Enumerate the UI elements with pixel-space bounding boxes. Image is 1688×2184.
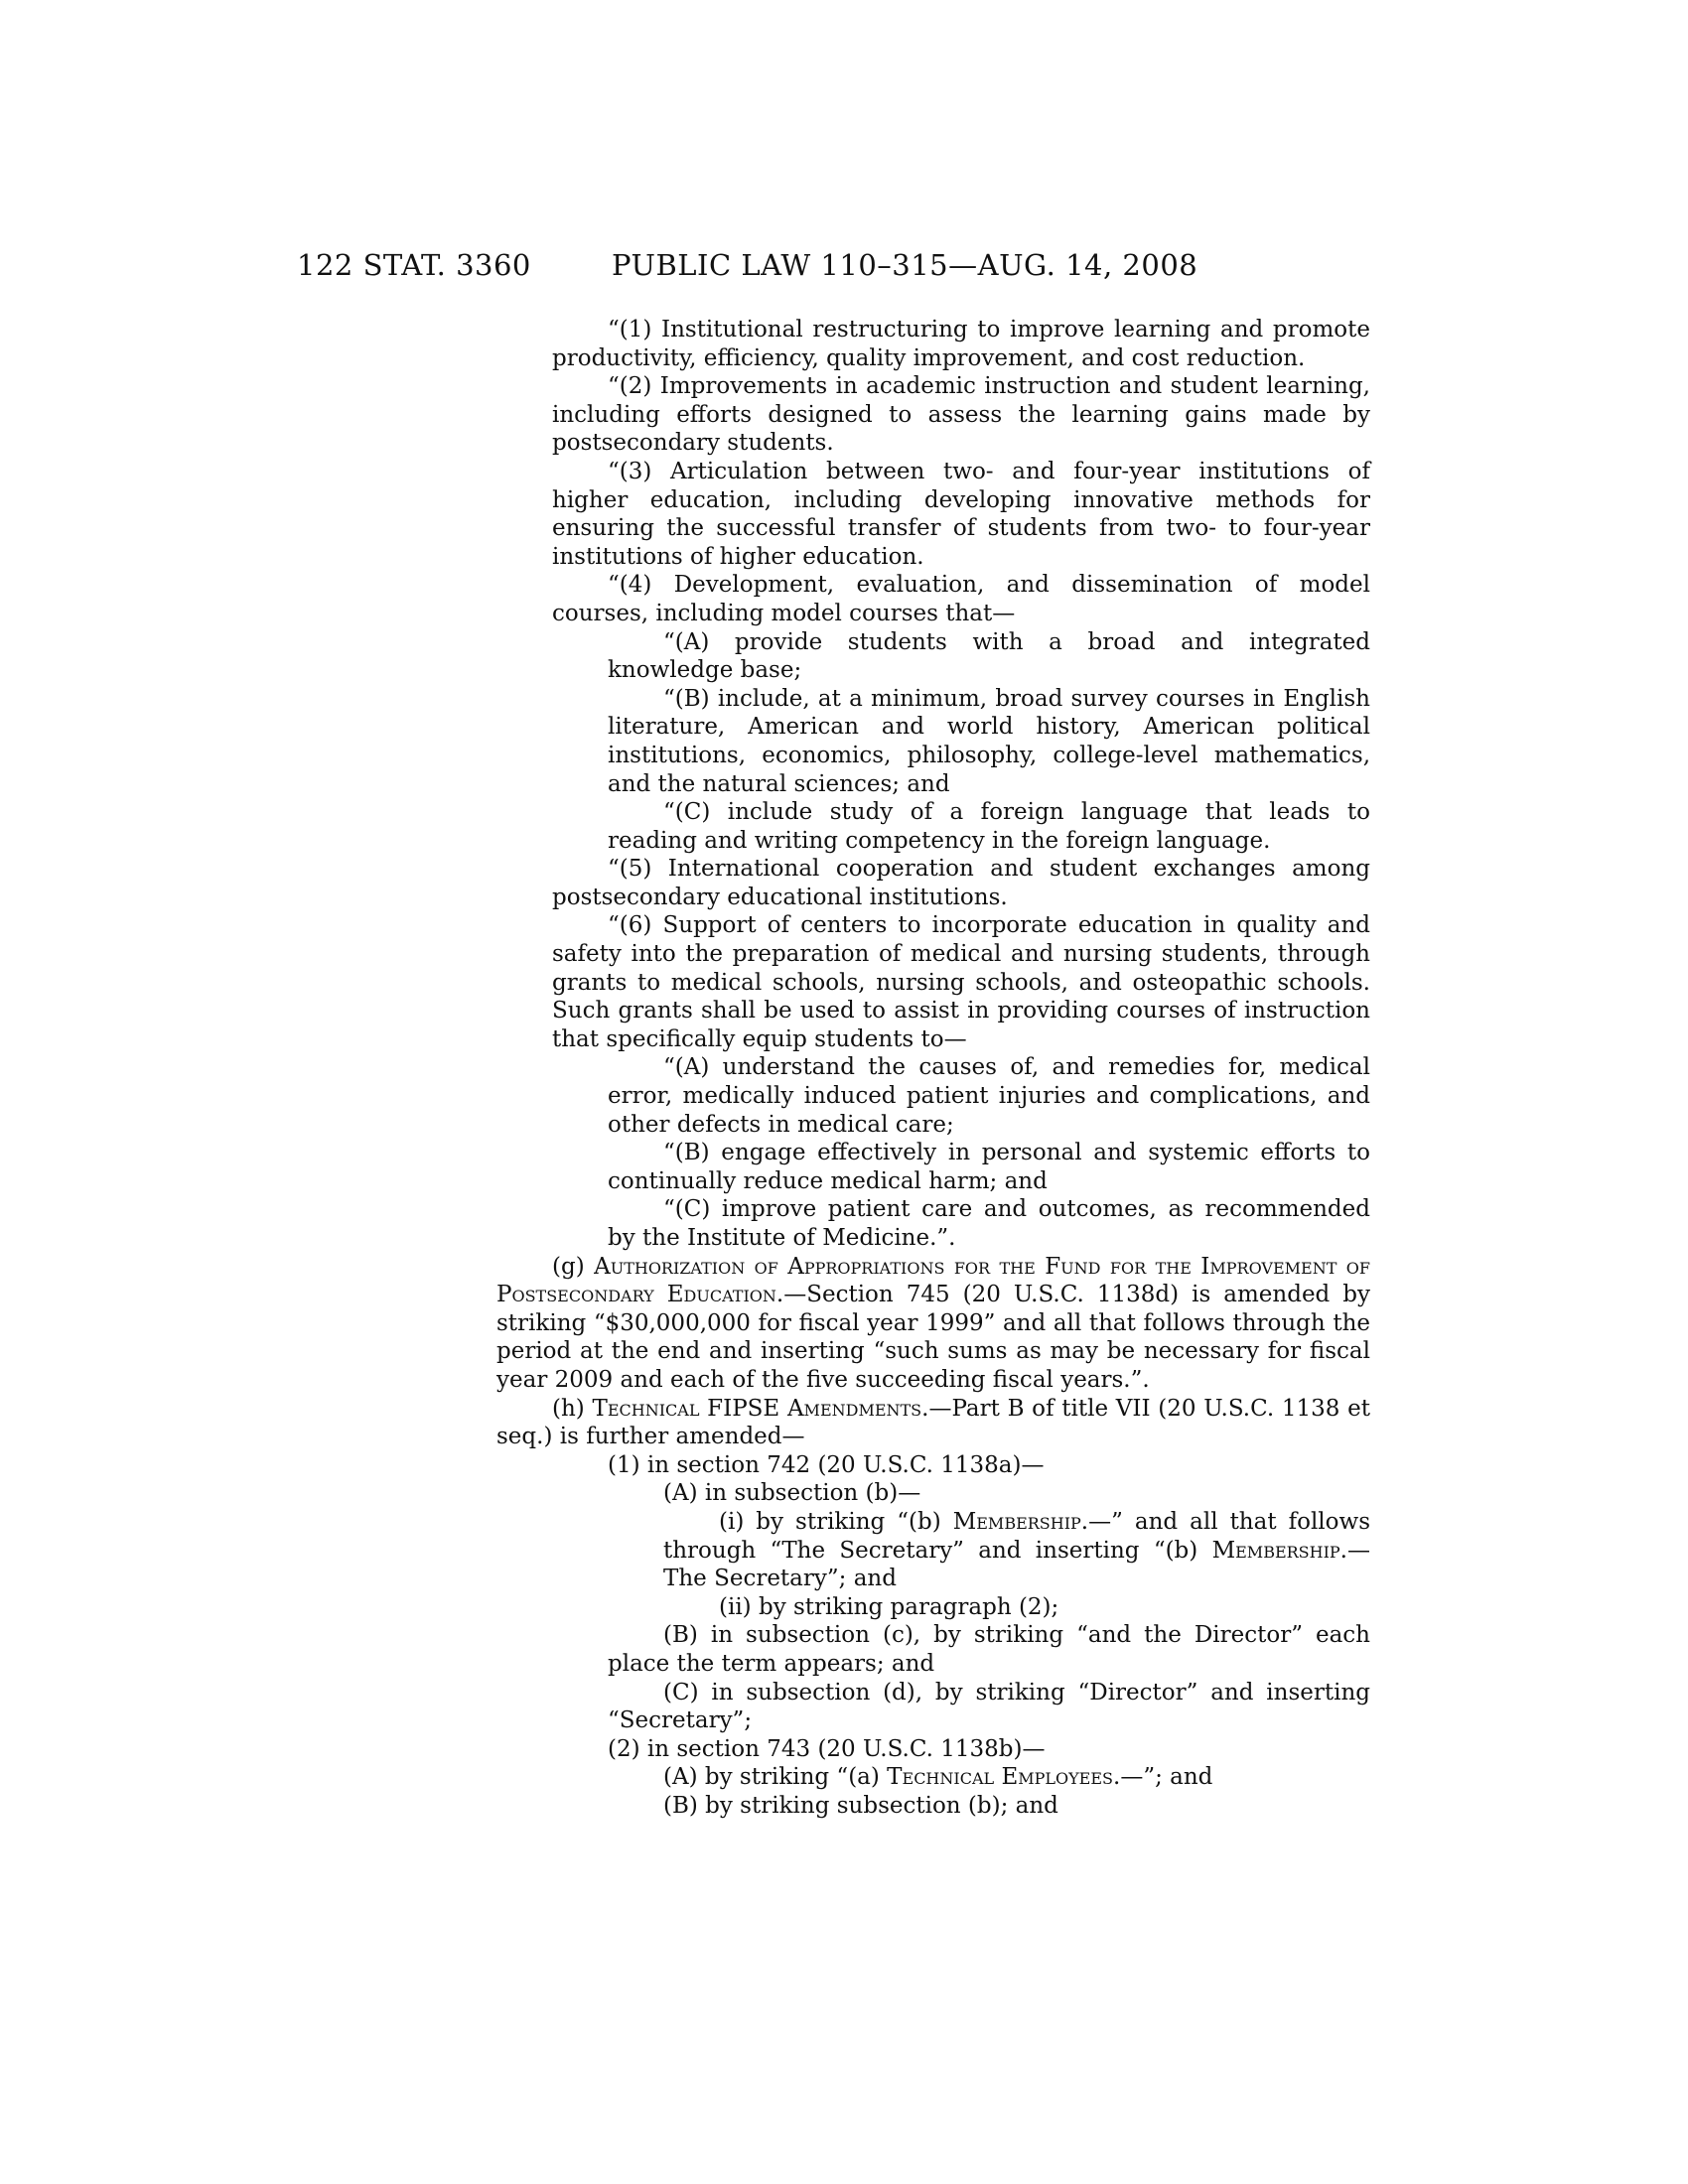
paragraph-1: “(1) Institutional restructuring to improve learning and promote productivity, efficiency, quality improvement, and cost reduction. [552, 317, 1370, 371]
paragraph-6: “(6) Support of centers to incorporate education in quality and safety into the preparation of medical and nursing students, through grants to medical schools, nursing schools, and osteopathic schools. Such grants shall be used to assist in providing courses of instruction that specifically equip students to— [552, 912, 1370, 1052]
paragraph-6-a: “(A) understand the causes of, and remedies for, medical error, medically induced patient injuries and complications, and other defects in medical care; [608, 1054, 1370, 1138]
subsection-h [496, 1395, 1370, 1451]
paragraph-4-c: “(C) include study of a foreign language that leads to reading and writing competency in the foreign language. [608, 799, 1370, 854]
item-h-1-a-i-sc2: Membership. [1211, 1537, 1347, 1564]
item-h-1: (1) in section 742 (20 U.S.C. 1138a)— [608, 1451, 1045, 1478]
subsection-h-text: —Part B of title VII (20 U.S.C. 1138 et seq.) is further amended— [496, 1395, 1370, 1450]
paragraph-4: “(4) Development, evaluation, and dissemination of model courses, including model courses that— [552, 572, 1370, 626]
paragraph-3: “(3) Articulation between two- and four-year institutions of higher education, including developing innovative methods for ensuring the successful transfer of students from two- to four-year institutions of higher education. [552, 458, 1370, 570]
subsection-g-text: —Section 745 (20 U.S.C. 1138d) is amended by striking “$30,000,000 for fiscal year 1999” and all that follows through the period at the end and inserting “such sums as may be necessary for fiscal year 2009 and each of the five succeeding fiscal years.”. [496, 1282, 1371, 1393]
running-header-title: PUBLIC LAW 110–315—AUG. 14, 2008 [612, 248, 1198, 282]
paragraph-4-a: “(A) provide students with a broad and integrated knowledge base; [608, 628, 1370, 684]
item-h-1-a-i [663, 1508, 1370, 1593]
item-h-1-a-i-mid: —” and all that follows through “The Secretary” and inserting “(b) [663, 1508, 1370, 1564]
item-h-2-a-post: —”; and [1120, 1764, 1213, 1791]
item-h-1-c: (C) in subsection (d), by striking “Director” and inserting “Secretary”; [608, 1679, 1370, 1734]
paragraph-6-b: “(B) engage effectively in personal and systemic efforts to continually reduce medical harm; and [608, 1140, 1370, 1194]
item-h-2-a-sc: Technical Employees. [887, 1764, 1121, 1791]
subsection-g-heading: Authorization of Appropriations for the Fund for the Improvement of Postsecondary Education. [496, 1253, 1370, 1308]
item-h-2-a-pre: (A) by striking “(a) [663, 1764, 888, 1791]
document-body [496, 316, 1370, 1820]
item-h-1-b: (B) in subsection (c), by striking “and the Director” each place the term appears; and [608, 1622, 1370, 1677]
item-h-2-a [608, 1763, 1370, 1792]
item-h-1-a-i-post: —The Secretary”; and [663, 1537, 1370, 1592]
subsection-g [496, 1253, 1370, 1395]
item-h-1-a-i-sc1: Membership. [952, 1508, 1089, 1535]
subsection-h-heading: Technical FIPSE Amendments. [592, 1395, 929, 1422]
item-h-2: (2) in section 743 (20 U.S.C. 1138b)— [608, 1735, 1046, 1762]
paragraph-6-c: “(C) improve patient care and outcomes, as recommended by the Institute of Medicine.”. [608, 1196, 1370, 1251]
item-h-1-a-i-pre: (i) by striking “(b) [719, 1508, 953, 1535]
paragraph-2: “(2) Improvements in academic instruction and student learning, including efforts designed to assess the learning gains made by postsecondary students. [552, 373, 1370, 457]
subsection-h-label: (h) [552, 1395, 585, 1422]
item-h-2-b: (B) by striking subsection (b); and [663, 1792, 1058, 1819]
item-h-1-a-ii: (ii) by striking paragraph (2); [719, 1593, 1059, 1620]
subsection-g-label: (g) [552, 1253, 585, 1280]
paragraph-4-b: “(B) include, at a minimum, broad survey courses in English literature, American and world history, American political institutions, economics, philosophy, college-level mathematics, and the natural sciences; and [608, 685, 1370, 797]
page-reference: 122 STAT. 3360 [297, 248, 531, 282]
paragraph-5: “(5) International cooperation and student exchanges among postsecondary educational institutions. [552, 856, 1370, 910]
item-h-1-a: (A) in subsection (b)— [663, 1480, 921, 1507]
